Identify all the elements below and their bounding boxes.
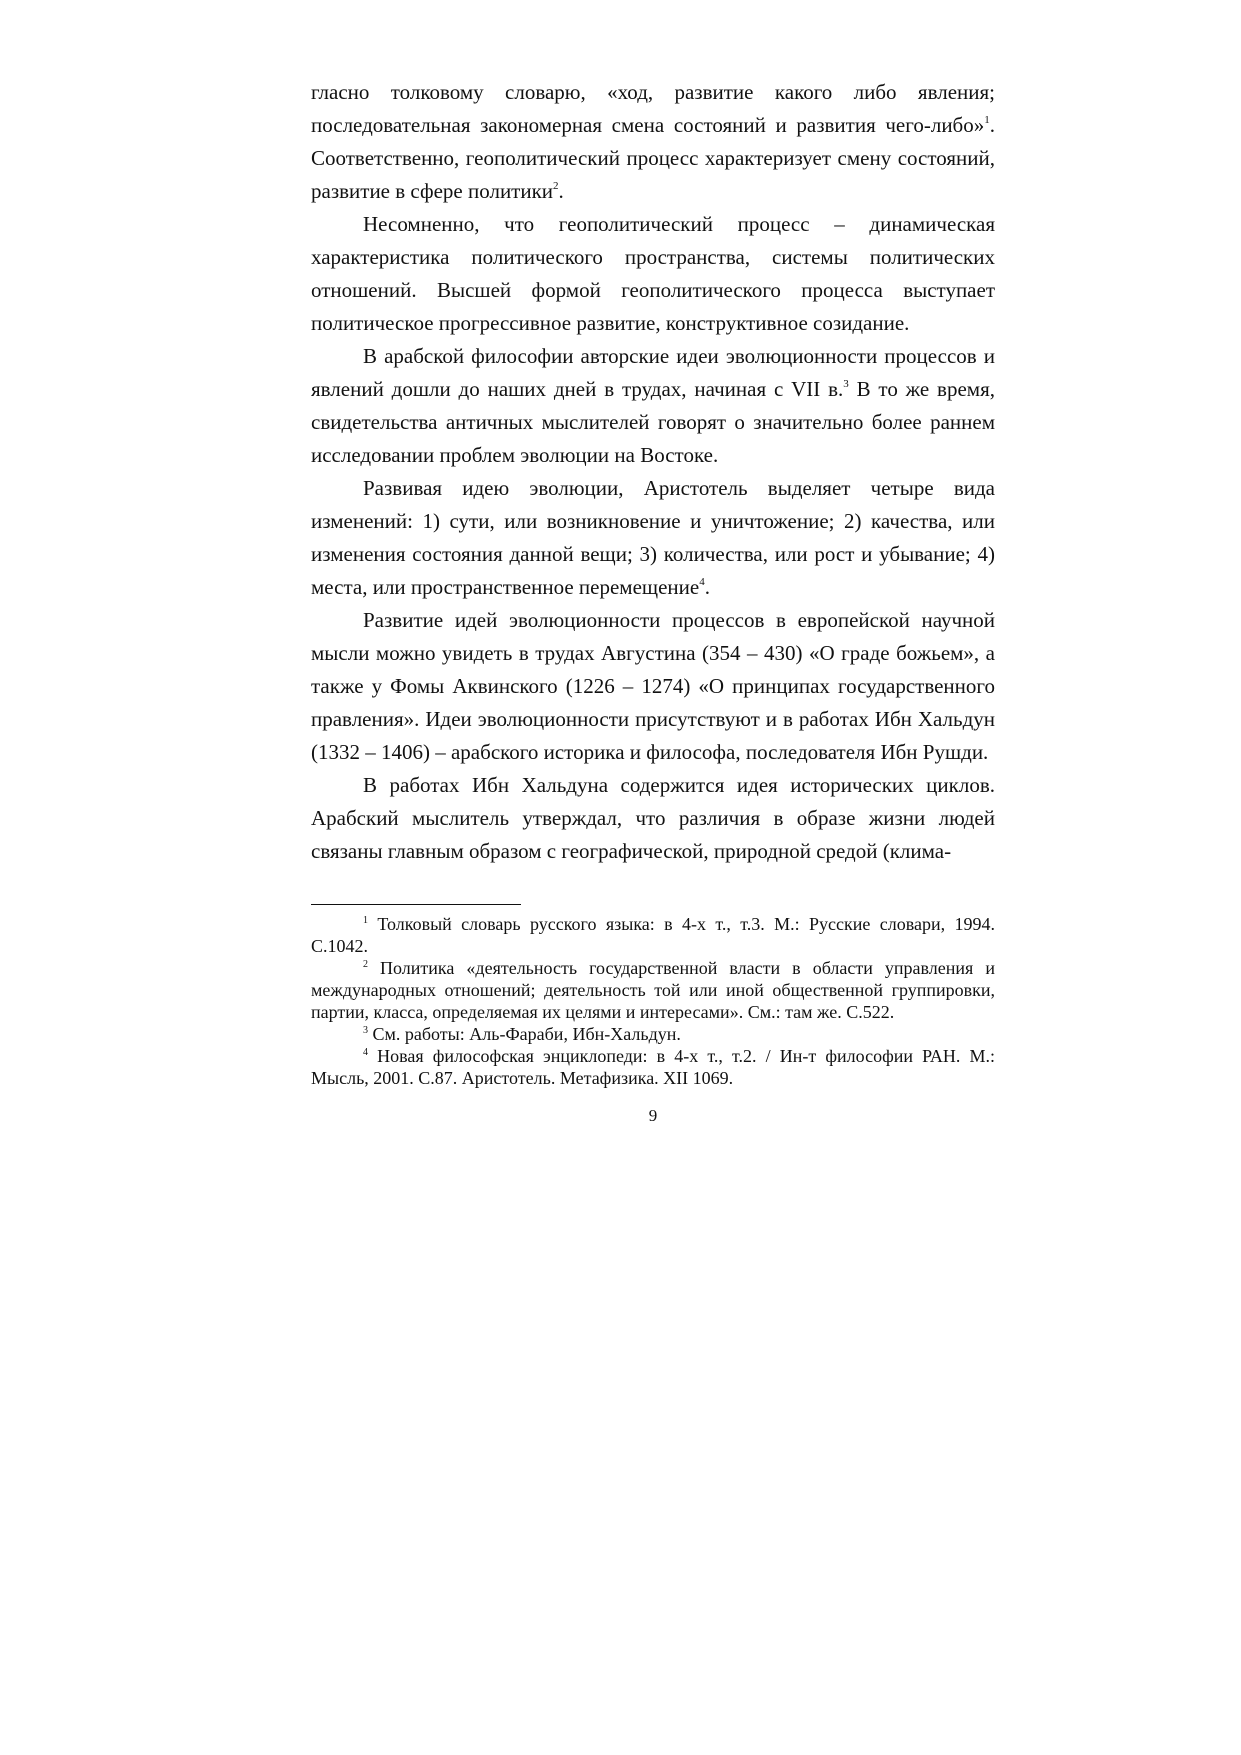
footnote-4 bbox=[311, 1045, 995, 1089]
footnote-text: См. работы: Аль-Фараби, Ибн-Хальдун. bbox=[368, 1024, 681, 1044]
paragraph-1-text-cont: . Соответственно, геополитический процесс характеризует смену состояний, развитие в сфере политики bbox=[311, 113, 995, 203]
paragraph-3-text: В арабской философии авторские идеи эволюционности процессов и явлений дошли до наших дней в трудах, начиная с VII в. bbox=[311, 344, 995, 401]
paragraph-3 bbox=[311, 340, 995, 472]
footnotes bbox=[311, 913, 995, 1089]
footnote-3 bbox=[311, 1023, 995, 1045]
footnote-number: 2 bbox=[363, 959, 368, 970]
footnote-text: Толковый словарь русского языка: в 4-х т., т.3. М.: Русские словари, 1994. С.1042. bbox=[311, 914, 995, 956]
paragraph-1 bbox=[311, 76, 995, 208]
paragraph-2: Несомненно, что геополитический процесс – динамическая характеристика политического пространства, системы политических отношений. Высшей формой геополитического процесса выступает политическое прогрессивное развитие, конструктивное созидание. bbox=[311, 212, 995, 335]
footnote-ref-3: 3 bbox=[843, 378, 849, 390]
page-number: 9 bbox=[648, 1106, 658, 1125]
footnote-text: Политика «деятельность государственной власти в области управления и международных отношений; деятельность той или иной общественной группировки, партии, класса, определяемая их целями и интересами». См.: там же. С.522. bbox=[311, 958, 995, 1022]
paragraph-4-end: . bbox=[704, 575, 710, 599]
paragraph-3-text-cont: В то же время, свидетельства античных мыслителей говорят о значительно более раннем исследовании проблем эволюции на Востоке. bbox=[311, 377, 995, 467]
footnote-ref-2: 2 bbox=[553, 180, 559, 192]
footnote-number: 3 bbox=[363, 1025, 368, 1036]
footnote-1 bbox=[311, 913, 995, 957]
paragraph-4 bbox=[311, 472, 995, 604]
paragraph-4-text: Развивая идею эволюции, Аристотель выделяет четыре вида изменений: 1) сути, или возникновение и уничтожение; 2) качества, или изменения состояния данной вещи; 3) количества, или рост и убывание; 4) места, или пространственное перемещение bbox=[311, 476, 995, 599]
footnote-divider bbox=[311, 904, 521, 905]
paragraph-5: Развитие идей эволюционности процессов в европейской научной мысли можно увидеть в трудах Августина (354 – 430) «О граде божьем», а также у Фомы Аквинского (1226 – 1274) «О принципах государственного правления». Идеи эволюционности присутствуют и в работах Ибн Хальдун (1332 – 1406) – арабского историка и философа, последователя Ибн Рушди. bbox=[311, 608, 995, 764]
footnote-2 bbox=[311, 957, 995, 1023]
footnote-ref-4: 4 bbox=[699, 576, 705, 588]
body-text bbox=[311, 76, 995, 868]
footnote-number: 1 bbox=[363, 915, 368, 926]
footnote-ref-1: 1 bbox=[984, 114, 990, 126]
paragraph-1-end: . bbox=[558, 179, 564, 203]
paragraph-6: В работах Ибн Хальдуна содержится идея исторических циклов. Арабский мыслитель утверждал, что различия в образе жизни людей связаны главным образом с географической, природной средой (клима- bbox=[311, 773, 995, 863]
footnote-number: 4 bbox=[363, 1047, 368, 1058]
page-content bbox=[311, 76, 995, 1126]
footnote-text: Новая философская энциклопеди: в 4-х т., т.2. / Ин-т философии РАН. М.: Мысль, 2001. С.87. Аристотель. Метафизика. XII 1069. bbox=[311, 1046, 995, 1088]
paragraph-1-text: гласно толковому словарю, «ход, развитие какого либо явления; последовательная закономерная смена состояний и развития чего-либо» bbox=[311, 80, 995, 137]
